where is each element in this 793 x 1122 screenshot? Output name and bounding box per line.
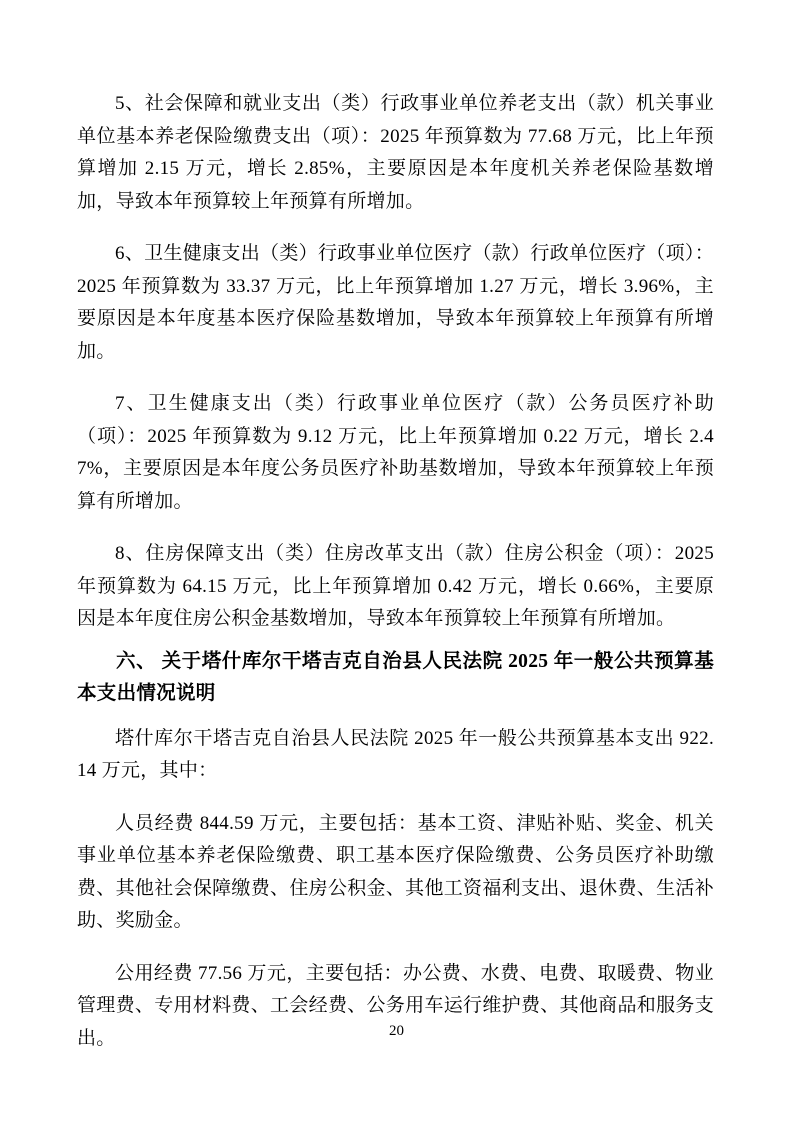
public-funds-paragraph: 公用经费 77.56 万元，主要包括：办公费、水费、电费、取暖费、物业管理费、专用材料费、工会经费、公务用车运行维护费、其他商品和服务支出。 bbox=[77, 962, 714, 1049]
personnel-funds-paragraph: 人员经费 844.59 万元，主要包括：基本工资、津贴补贴、奖金、机关事业单位基本养老保险缴费、职工基本医疗保险缴费、公务员医疗补助缴费、其他社会保障缴费、住房公积金、其他工资福利支出、退休费、生活补助、奖励金。 bbox=[77, 812, 714, 931]
budget-item-paragraph-7: 7、卫生健康支出（类）行政事业单位医疗（款）公务员医疗补助（项）：2025 年预算数为 9.12 万元，比上年预算增加 0.22 万元，增长 2.47%，主要原因是本年度公务员医疗补助基数增加，导致本年预算较上年预算有所增加。 bbox=[77, 393, 714, 512]
page-number: 20 bbox=[389, 1023, 404, 1039]
budget-item-paragraph-5: 5、社会保障和就业支出（类）行政事业单位养老支出（款）机关事业单位基本养老保险缴费支出（项）：2025 年预算数为 77.68 万元，比上年预算增加 2.15 万元，增长 2.85%，主要原因是本年度机关养老保险基数增加，导致本年预算较上年预算有所增加。 bbox=[77, 93, 714, 212]
basic-expenditure-total-paragraph: 塔什库尔干塔吉克自治县人民法院 2025 年一般公共预算基本支出 922.14 万元，其中： bbox=[77, 727, 714, 781]
budget-item-paragraph-6: 6、卫生健康支出（类）行政事业单位医疗（款）行政单位医疗（项）：2025 年预算数为 33.37 万元，比上年预算增加 1.27 万元，增长 3.96%，主要原因是本年度基本医疗保险基数增加，导致本年预算较上年预算有所增加。 bbox=[77, 243, 714, 362]
section-six-heading: 六、 关于塔什库尔干塔吉克自治县人民法院 2025 年一般公共预算基本支出情况说明 bbox=[77, 650, 714, 704]
budget-item-paragraph-8: 8、住房保障支出（类）住房改革支出（款）住房公积金（项）：2025 年预算数为 64.15 万元，比上年预算增加 0.42 万元，增长 0.66%，主要原因是本年度住房公积金基数增加，导致本年预算较上年预算有所增加。 bbox=[77, 543, 714, 629]
document-body bbox=[77, 88, 714, 1075]
